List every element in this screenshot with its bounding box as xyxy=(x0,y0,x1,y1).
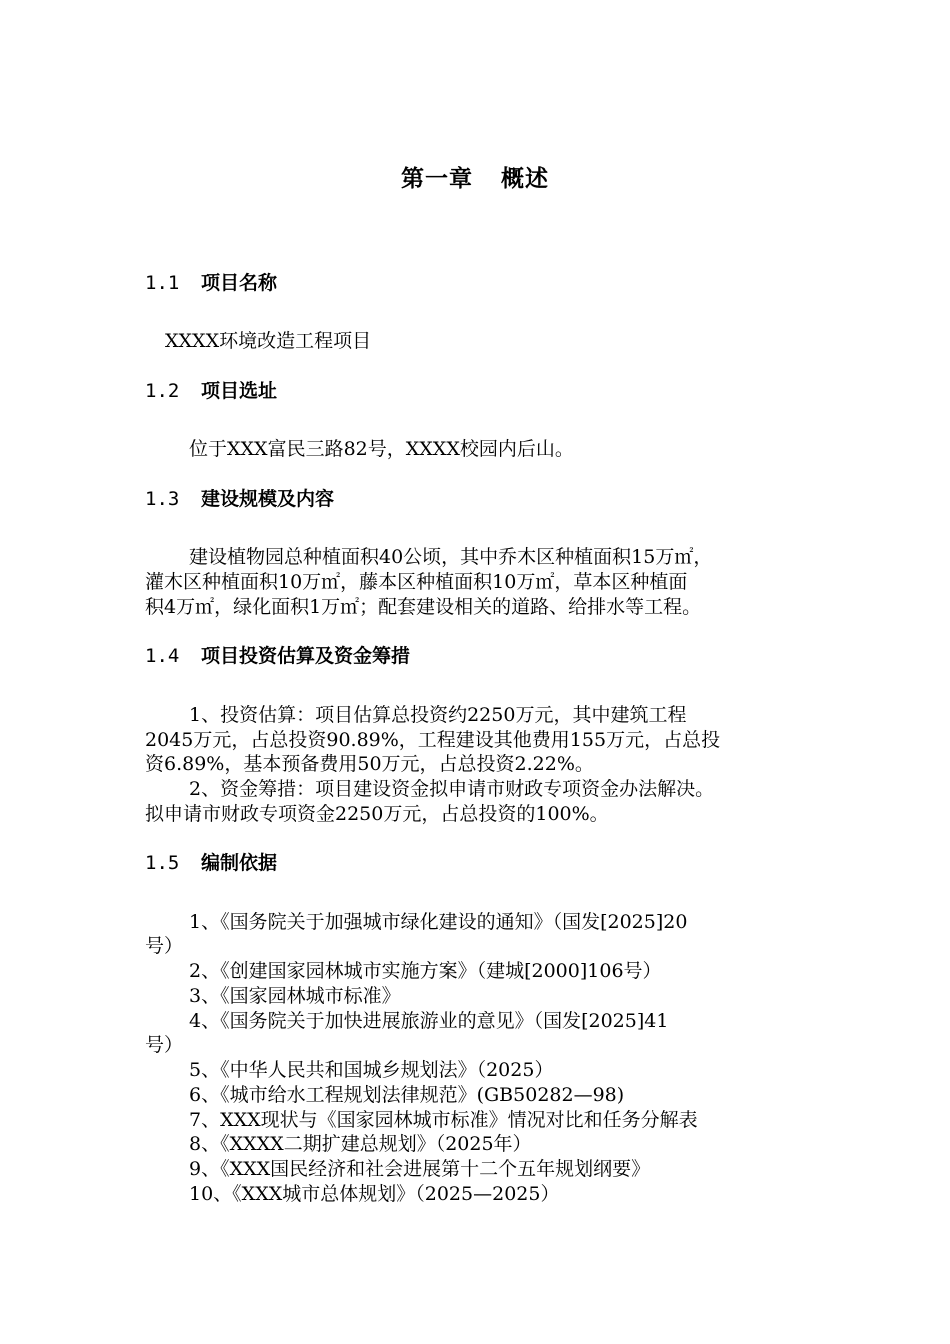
basis-item-1-cont: 号） xyxy=(145,935,184,957)
investment-p1-line-1: 1、投资估算：项目估算总投资约2250万元，其中建筑工程 xyxy=(189,704,687,726)
basis-item-2: 2、《创建国家园林城市实施方案》（建城[2000]106号） xyxy=(189,960,662,982)
section-number: 1.2 xyxy=(145,380,180,402)
basis-item-7: 7、XXX现状与《国家园林城市标准》情况对比和任务分解表 xyxy=(189,1109,698,1131)
section-title: 编制依据 xyxy=(201,852,278,874)
section-title: 项目名称 xyxy=(201,272,278,294)
basis-item-1: 1、《国务院关于加强城市绿化建设的通知》（国发[2025]20 xyxy=(189,911,688,933)
chapter-name: 概述 xyxy=(501,166,549,192)
section-number: 1.1 xyxy=(145,272,180,294)
section-title: 项目投资估算及资金筹措 xyxy=(201,645,411,667)
scale-line-2: 灌木区种植面积10万㎡，藤本区种植面积10万㎡，草本区种植面 xyxy=(145,571,688,593)
section-heading-1-5 xyxy=(145,848,277,875)
section-number: 1.5 xyxy=(145,852,180,874)
project-name-text: XXXX环境改造工程项目 xyxy=(165,330,372,352)
chapter-number: 第一章 xyxy=(401,166,473,192)
section-number: 1.3 xyxy=(145,488,180,510)
basis-item-6: 6、《城市给水工程规划法律规范》(GB50282—98) xyxy=(189,1084,625,1106)
basis-item-4-cont: 号） xyxy=(145,1034,184,1056)
section-heading-1-1 xyxy=(145,268,277,295)
basis-item-9: 9、《XXX国民经济和社会进展第十二个五年规划纲要》 xyxy=(189,1158,651,1180)
basis-item-3: 3、《国家园林城市标准》 xyxy=(189,985,401,1007)
basis-item-5: 5、《中华人民共和国城乡规划法》（2025） xyxy=(189,1059,554,1081)
basis-item-4: 4、《国务院关于加快进展旅游业的意见》（国发[2025]41 xyxy=(189,1010,669,1032)
investment-p2-line-1: 2、资金筹措：项目建设资金拟申请市财政专项资金办法解决。 xyxy=(189,778,715,800)
section-title: 项目选址 xyxy=(201,380,278,402)
investment-p2-line-2: 拟申请市财政专项资金2250万元，占总投资的100%。 xyxy=(145,803,609,825)
scale-line-3: 积4万㎡，绿化面积1万㎡；配套建设相关的道路、给排水等工程。 xyxy=(145,596,702,618)
section-number: 1.4 xyxy=(145,645,180,667)
basis-item-10: 10、《XXX城市总体规划》（2025—2025） xyxy=(189,1183,560,1205)
section-heading-1-3 xyxy=(145,484,334,511)
investment-p1-line-3: 资6.89%，基本预备费用50万元，占总投资2.22%。 xyxy=(145,753,594,775)
section-title: 建设规模及内容 xyxy=(201,488,335,510)
location-text: 位于XXX富民三路82号，XXXX校园内后山。 xyxy=(189,438,574,460)
section-heading-1-2 xyxy=(145,376,277,403)
scale-line-1: 建设植物园总种植面积40公顷，其中乔木区种植面积15万㎡， xyxy=(189,546,713,568)
basis-item-8: 8、《XXXX二期扩建总规划》（2025年） xyxy=(189,1133,532,1155)
chapter-title xyxy=(0,160,950,193)
section-heading-1-4 xyxy=(145,641,410,668)
investment-p1-line-2: 2045万元，占总投资90.89%，工程建设其他费用155万元，占总投 xyxy=(145,729,721,751)
